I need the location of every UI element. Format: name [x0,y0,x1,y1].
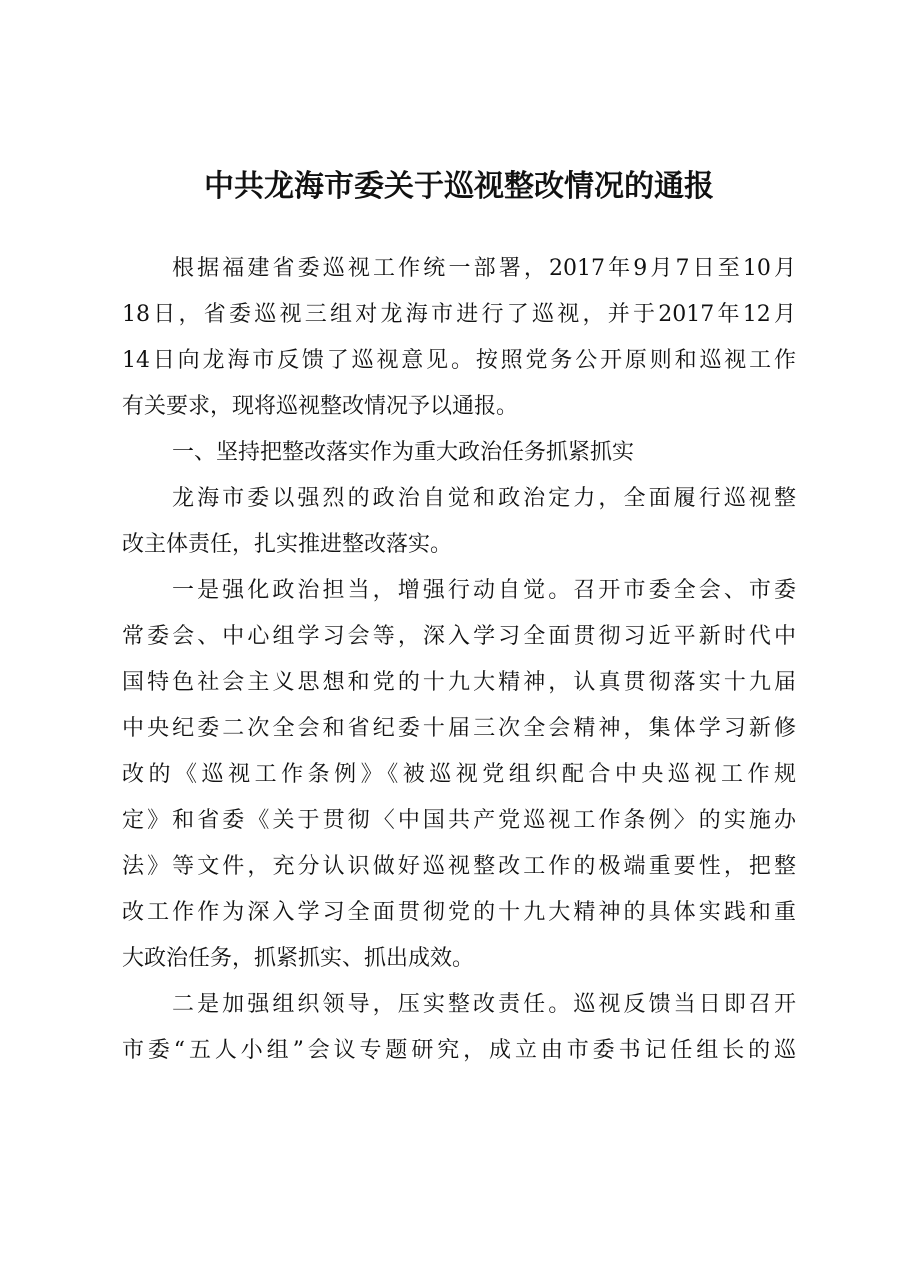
document-title: 中共龙海市委关于巡视整改情况的通报 [204,169,714,204]
document-page [122,0,796,1286]
text-line: 二是加强组织领导，压实整改责任。巡视反馈当日即召开 [172,992,796,1017]
text-line: 有关要求，现将巡视整改情况予以通报。 [122,394,519,419]
text-line: 18日，省委巡视三组对龙海市进行了巡视，并于2017年12月 [122,302,796,327]
document-body [122,246,796,1074]
text-line: 龙海市委以强烈的政治自觉和政治定力，全面履行巡视整 [172,486,796,511]
text-line: 市委“五人小组”会议专题研究，成立由市委书记任组长的巡 [122,1038,796,1063]
text-line: 改主体责任，扎实推进整改落实。 [122,532,453,557]
text-line: 改工作作为深入学习全面贯彻党的十九大精神的具体实践和重 [122,900,796,925]
text-line: 国特色社会主义思想和党的十九大精神，认真贯彻落实十九届 [122,670,796,695]
text-line: 法》等文件，充分认识做好巡视整改工作的极端重要性，把整 [122,854,796,879]
text-line: 一是强化政治担当，增强行动自觉。召开市委全会、市委 [172,578,796,603]
paragraph-intro [122,246,796,430]
section-heading-1 [122,430,796,476]
text-line: 一、坚持把整改落实作为重大政治任务抓紧抓实 [172,440,635,465]
paragraph-point-2 [122,982,796,1074]
text-line: 大政治任务，抓紧抓实、抓出成效。 [122,946,475,971]
text-line: 根据福建省委巡视工作统一部署，2017年9月7日至10月 [172,256,796,281]
text-line: 中央纪委二次全会和省纪委十届三次全会精神，集体学习新修 [122,716,796,741]
text-line: 改的《巡视工作条例》《被巡视党组织配合中央巡视工作规 [122,762,796,787]
text-line: 常委会、中心组学习会等，深入学习全面贯彻习近平新时代中 [122,624,796,649]
paragraph-point-1 [122,568,796,982]
paragraph-section-1-intro [122,476,796,568]
text-line: 定》和省委《关于贯彻〈中国共产党巡视工作条例〉的实施办 [122,808,796,833]
text-line: 14日向龙海市反馈了巡视意见。按照党务公开原则和巡视工作 [122,348,796,373]
